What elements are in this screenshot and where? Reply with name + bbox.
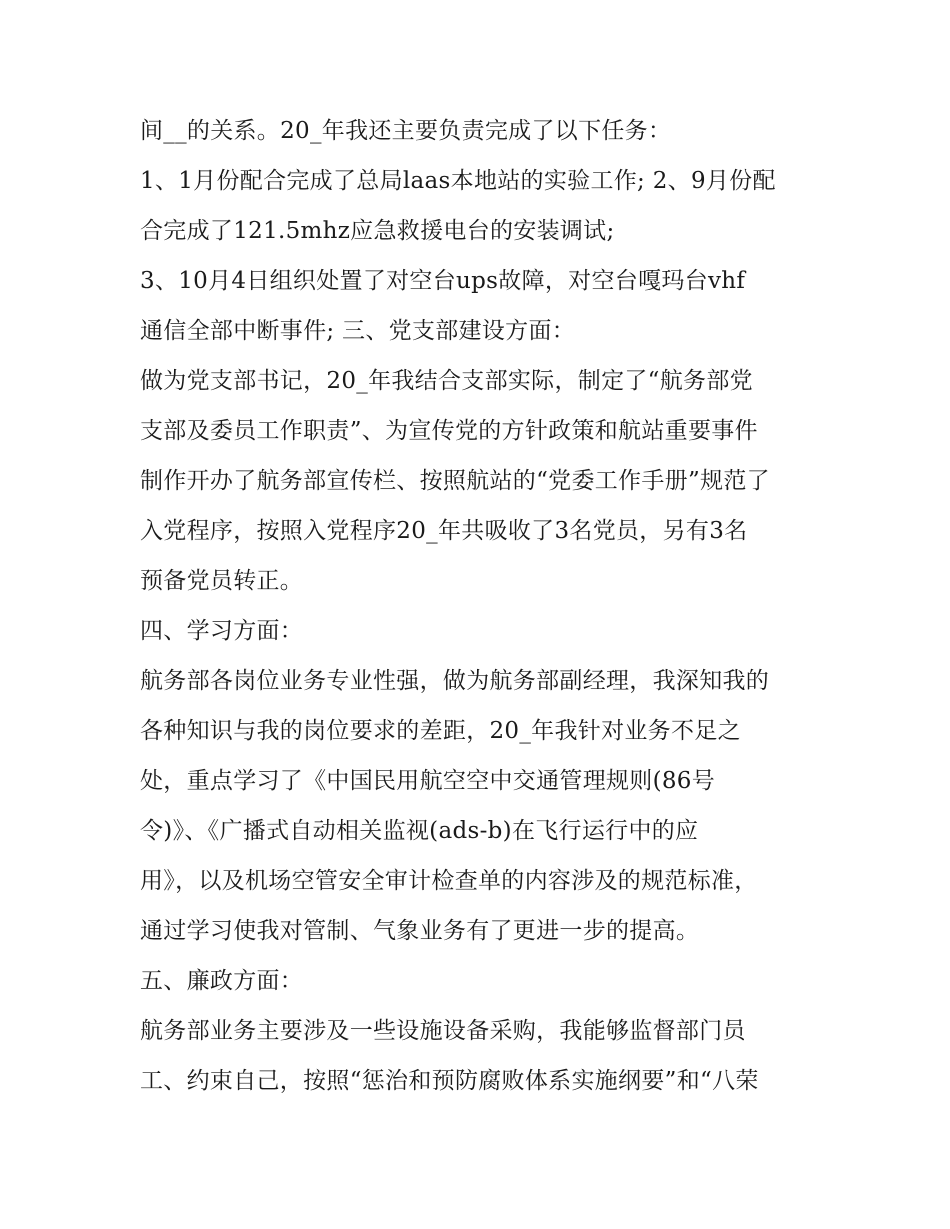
text-line: 处，重点学习了《中国民用航空空中交通管理规则(86号: [140, 768, 716, 794]
text-line: 通过学习使我对管制、气象业务有了更进一步的提高。: [140, 918, 700, 944]
text-line: 入党程序，按照入党程序20_年共吸收了3名党员，另有3名: [140, 518, 748, 544]
text-line: 航务部各岗位业务专业性强，做为航务部副经理，我深知我的: [140, 668, 770, 694]
text-line: 制作开办了航务部宣传栏、按照航站的“党委工作手册”规范了: [140, 468, 770, 494]
text-line: 3、10月4日组织处置了对空台ups故障，对空台嘎玛台vhf: [140, 268, 746, 294]
text-line: 令)》、《广播式自动相关监视(ads-b)在飞行运行中的应: [140, 818, 699, 844]
body-text: [140, 106, 830, 1106]
text-line: 合完成了121.5mhz应急救援电台的安装调试;: [140, 218, 615, 244]
text-line: 做为党支部书记，20_年我结合支部实际，制定了“航务部党: [140, 368, 753, 394]
text-line: 预备党员转正。: [140, 568, 304, 594]
section-heading: 五、廉政方面：: [140, 968, 304, 994]
section-heading: 四、学习方面：: [140, 618, 304, 644]
text-line: 通信全部中断事件; 三、党支部建设方面：: [140, 318, 576, 344]
text-line: 各种知识与我的岗位要求的差距，20_年我针对业务不足之: [140, 718, 741, 744]
text-line: 航务部业务主要涉及一些设施设备采购，我能够监督部门员: [140, 1018, 746, 1044]
text-line: 1、1月份配合完成了总局laas本地站的实验工作; 2、9月份配: [140, 168, 776, 194]
text-line: 工、约束自己，按照“惩治和预防腐败体系实施纲要”和“八荣: [140, 1068, 759, 1094]
text-line: 支部及委员工作职责”、为宣传党的方针政策和航站重要事件: [140, 418, 758, 444]
text-line: 用》，以及机场空管安全审计检查单的内容涉及的规范标准，: [140, 868, 758, 894]
text-line: 间__的关系。20_年我还主要负责完成了以下任务：: [140, 118, 672, 144]
